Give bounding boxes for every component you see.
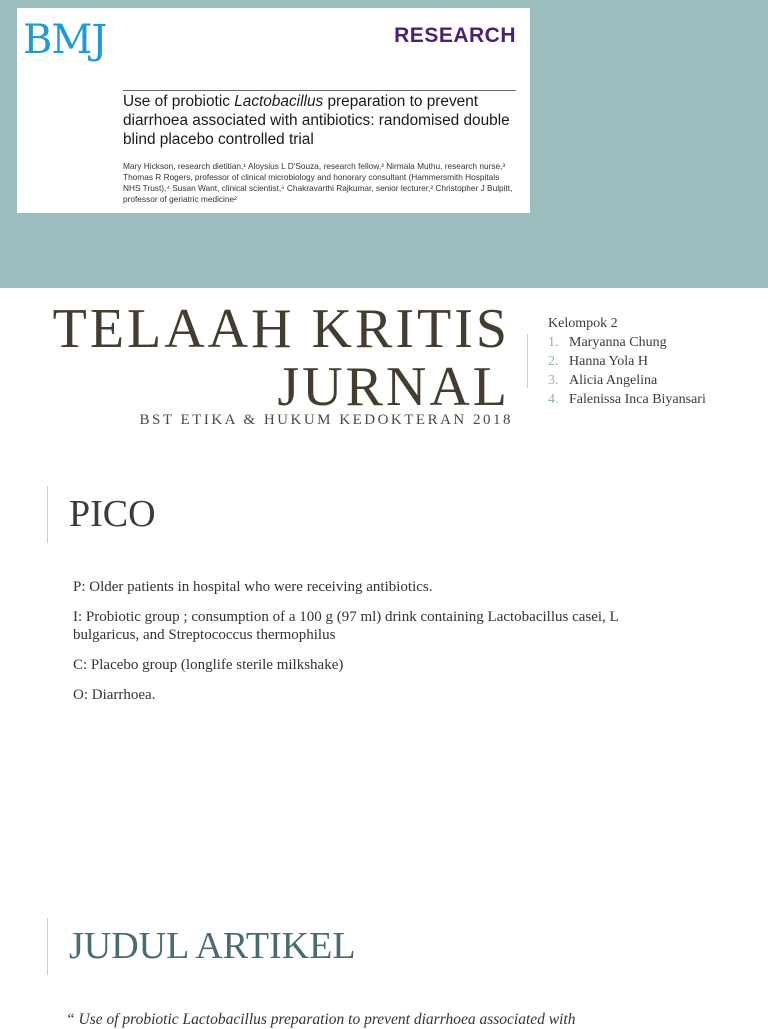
article-title: Use of probiotic Lactobacillus preparation to prevent diarrhoea associated with antibiotics: randomised double blind placebo controlled trial: [123, 93, 510, 148]
slide-title-line1: TELAAH KRITIS: [52, 298, 510, 360]
divider: [47, 486, 48, 543]
group-members: [548, 314, 763, 409]
member-list: [548, 333, 763, 409]
slide-title-line2: JURNAL: [277, 356, 510, 418]
member-name: Falenissa Inca Biyansari: [569, 392, 706, 407]
member-name: Maryanna Chung: [569, 335, 667, 350]
divider: [47, 918, 48, 975]
article-authors: Mary Hickson, research dietitian,¹ Aloysius L D'Souza, research fellow,² Nirmala Muthu, research nurse,³ Thomas R Rogers, professor of clinical microbiology and honorary consultant (Hammersmith Hospitals NHS Trust),⁴ Susan Want, clinical scientist,⁵ Chakravarthi Rajkumar, senior lecturer,² Christopher J Bulpitt, professor of geriatric medicine²: [123, 161, 513, 204]
pico-intervention: I: Probiotic group ; consumption of a 100 g (97 ml) drink containing Lactobacillus casei, L bulgaricus, and Streptococcus thermophilus: [73, 609, 619, 643]
journal-article-image: [17, 8, 530, 213]
pico-outcome: O: Diarrhoea.: [73, 687, 156, 703]
list-item: 4. Falenissa Inca Biyansari: [548, 392, 706, 407]
pico-population: P: Older patients in hospital who were receiving antibiotics.: [73, 579, 433, 595]
article-title-quote: “ Use of probiotic Lactobacillus preparation to prevent diarrhoea associated with: [66, 1011, 576, 1028]
divider: [527, 334, 528, 388]
slide-title: [40, 300, 510, 416]
bmj-logo: BMJ: [23, 17, 107, 63]
member-name: Alicia Angelina: [569, 373, 658, 388]
group-label: Kelompok 2: [548, 316, 618, 331]
research-label: RESEARCH: [394, 24, 516, 47]
pico-heading: PICO: [69, 493, 156, 535]
member-name: Hanna Yola H: [569, 354, 648, 369]
list-item: 2. Hanna Yola H: [548, 354, 648, 369]
judul-heading: JUDUL ARTIKEL: [69, 925, 356, 967]
pico-comparison: C: Placebo group (longlife sterile milkshake): [73, 657, 344, 673]
slide-subtitle: BST ETIKA & HUKUM KEDOKTERAN 2018: [139, 412, 513, 428]
list-item: 3. Alicia Angelina: [548, 373, 658, 388]
list-item: 1. Maryanna Chung: [548, 335, 667, 350]
divider: [123, 90, 516, 91]
pico-content: [73, 578, 673, 716]
